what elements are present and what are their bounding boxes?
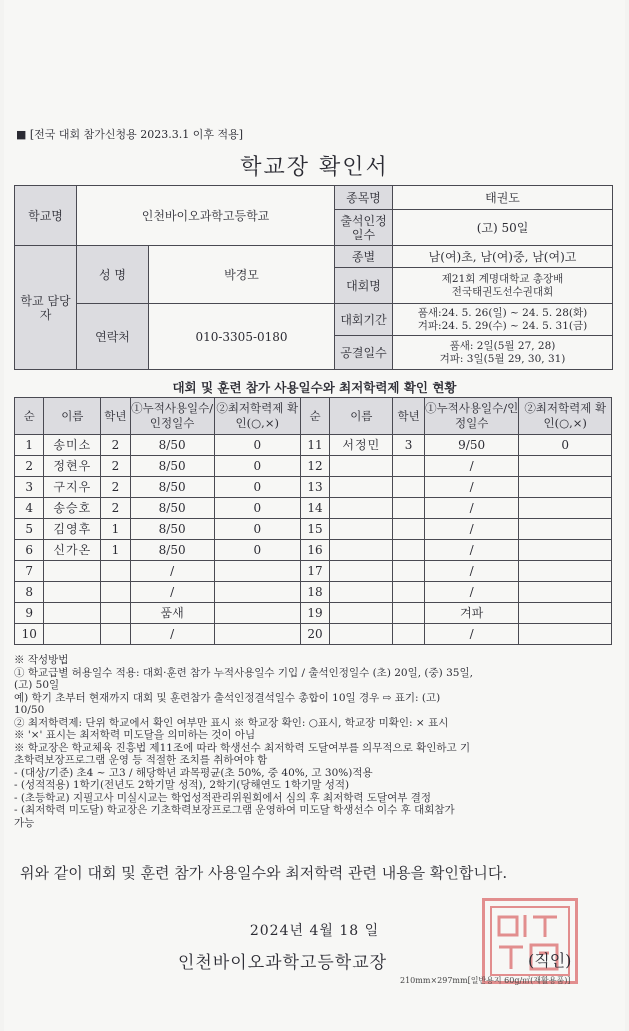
row-name <box>44 624 101 645</box>
row-grade <box>393 498 425 519</box>
row-grade <box>393 603 425 624</box>
row-name <box>330 603 393 624</box>
row-name: 신가온 <box>44 540 101 561</box>
row-name <box>44 582 101 603</box>
row-grade <box>101 624 130 645</box>
row-grade: 2 <box>101 435 130 456</box>
row-name <box>330 540 393 561</box>
row-grade: 2 <box>101 498 130 519</box>
note-line: ① 학교급별 허용일수 적용: 대회·훈련 참가 누적사용일수 기입 / 출석인정일수 (초) 20일, (중) 35일, <box>14 666 473 679</box>
table-row <box>15 582 612 603</box>
row-days: / <box>424 456 519 477</box>
row-grade <box>101 603 130 624</box>
row-check: 0 <box>214 456 300 477</box>
col-name: 이름 <box>330 398 393 435</box>
col-check: ②최저학력제 확인(○,×) <box>519 398 612 435</box>
row-no: 16 <box>300 540 329 561</box>
row-days: / <box>130 582 214 603</box>
row-name <box>330 519 393 540</box>
category-value: 남(여)초, 남(여)중, 남(여)고 <box>393 246 613 268</box>
note-line: - (대상/기준) 초4 ~ 고3 / 해당학년 과목평균(초 50%, 중 40%, 고 30%)적용 <box>14 766 373 779</box>
row-days: / <box>424 498 519 519</box>
col-grade: 학년 <box>393 398 425 435</box>
row-days: 품새 <box>130 603 214 624</box>
row-no: 10 <box>15 624 44 645</box>
row-days: 8/50 <box>130 435 214 456</box>
row-no: 19 <box>300 603 329 624</box>
row-check <box>519 540 612 561</box>
table-row <box>15 624 612 645</box>
row-no: 11 <box>300 435 329 456</box>
row-name <box>330 561 393 582</box>
tournament-value-line1: 제21회 계명대학교 총장배 <box>441 272 564 285</box>
row-no: 13 <box>300 477 329 498</box>
row-name: 김영후 <box>44 519 101 540</box>
row-check <box>519 456 612 477</box>
table-row <box>15 435 612 456</box>
row-check <box>519 603 612 624</box>
row-name: 구지우 <box>44 477 101 498</box>
row-grade: 1 <box>101 519 130 540</box>
school-name: 인천바이오과학고등학교 <box>77 186 335 246</box>
page-title: 학교장 확인서 <box>240 155 389 180</box>
row-no: 15 <box>300 519 329 540</box>
note-line: ② 최저학력제: 단위 학교에서 확인 여부만 표시 ※ 학교장 확인: ○표시, 학교장 미확인: × 표시 <box>14 716 449 729</box>
row-grade <box>393 624 425 645</box>
writing-instructions <box>14 654 614 829</box>
row-grade <box>393 582 425 603</box>
row-name <box>44 561 101 582</box>
row-check <box>519 519 612 540</box>
issue-date: 2024년 4월 18 일 <box>249 923 380 939</box>
row-grade: 2 <box>101 456 130 477</box>
row-days: 9/50 <box>424 435 519 456</box>
col-days: ①누적사용일수/인정일수 <box>130 398 214 435</box>
row-days: / <box>424 582 519 603</box>
row-days: 8/50 <box>130 456 214 477</box>
row-no: 18 <box>300 582 329 603</box>
row-no: 8 <box>15 582 44 603</box>
row-grade: 2 <box>101 477 130 498</box>
row-check <box>519 582 612 603</box>
row-check: 0 <box>214 477 300 498</box>
row-no: 3 <box>15 477 44 498</box>
row-name <box>330 456 393 477</box>
absence-value <box>393 336 613 370</box>
row-check <box>519 498 612 519</box>
table-row <box>15 477 612 498</box>
row-no: 4 <box>15 498 44 519</box>
name-value: 박경모 <box>149 246 335 304</box>
row-grade <box>393 456 425 477</box>
row-check <box>519 477 612 498</box>
period-value-line2: 겨파:24. 5. 29(수) ~ 24. 5. 31(금) <box>417 319 588 332</box>
period-value-line1: 품새:24. 5. 26(일) ~ 24. 5. 28(화) <box>417 306 588 319</box>
event-value: 태권도 <box>393 186 613 210</box>
col-grade: 학년 <box>101 398 130 435</box>
row-check: 0 <box>519 435 612 456</box>
row-days: / <box>424 519 519 540</box>
row-no: 1 <box>15 435 44 456</box>
form-tag: ■ [전국 대회 참가신청용 2023.3.1 이후 적용] <box>16 128 244 141</box>
row-name <box>44 603 101 624</box>
category-label: 종별 <box>335 246 393 268</box>
row-name <box>330 477 393 498</box>
seal-label: (직인) <box>528 951 572 970</box>
row-days: / <box>424 540 519 561</box>
phone-value: 010-3305-0180 <box>149 304 335 370</box>
note-line: - (최저학력 미도달) 학교장은 기초학력보장프로그램 운영하여 미도달 학생선수 이수 후 대회참가 <box>14 804 455 816</box>
row-name <box>330 582 393 603</box>
row-no: 6 <box>15 540 44 561</box>
tournament-label: 대회명 <box>335 268 393 304</box>
table-row <box>15 498 612 519</box>
note-line: ※ 작성방법 <box>14 654 69 666</box>
school-label: 학교명 <box>15 186 77 246</box>
period-label: 대회기간 <box>335 304 393 336</box>
row-grade <box>393 561 425 582</box>
note-line: - (초등학교) 지필고사 미실시교는 학업성적관리위원회에서 심의 후 최저학력 도달여부 결정 <box>14 791 432 804</box>
row-name: 송승호 <box>44 498 101 519</box>
absence-value-line1: 품새: 2일(5월 27, 28) <box>449 339 556 352</box>
row-no: 14 <box>300 498 329 519</box>
note-line: 예) 학기 초부터 현재까지 대회 및 훈련참가 출석인정결석일수 총합이 10일 경우 ⇨ 표기: (고) <box>14 691 441 704</box>
row-grade <box>101 582 130 603</box>
note-line: ※ 학교장은 학교체육 진흥법 제11조에 따라 학생선수 최저학력 도달여부를 의무적으로 확인하고 기 <box>14 741 471 754</box>
row-check <box>214 624 300 645</box>
row-check: 0 <box>214 519 300 540</box>
table-row <box>15 540 612 561</box>
principal-signer: 인천바이오과학고등학교장 <box>178 953 388 973</box>
confirmation-statement: 위와 같이 대회 및 훈련 참가 사용일수와 최저학력 관련 내용을 확인합니다. <box>20 864 508 882</box>
row-name: 서정민 <box>330 435 393 456</box>
row-days: 겨파 <box>424 603 519 624</box>
col-days: ①누적사용일수/인정일수 <box>424 398 519 435</box>
table-row <box>15 519 612 540</box>
note-line: (고) 50일 <box>14 679 60 691</box>
row-name: 정현우 <box>44 456 101 477</box>
absence-label: 공결일수 <box>335 336 393 370</box>
absence-value-line2: 겨파: 3일(5월 29, 30, 31) <box>439 352 566 365</box>
contact-group-label: 학교 담당자 <box>15 246 77 370</box>
row-check <box>214 561 300 582</box>
section-title: 대회 및 훈련 참가 사용일수와 최저학력제 확인 현황 <box>172 380 457 395</box>
row-days: 8/50 <box>130 540 214 561</box>
phone-label: 연락처 <box>77 304 149 370</box>
table-row <box>15 456 612 477</box>
row-days: 8/50 <box>130 477 214 498</box>
row-days: / <box>130 561 214 582</box>
tournament-value <box>393 268 613 304</box>
row-no: 9 <box>15 603 44 624</box>
row-check <box>519 561 612 582</box>
row-check: 0 <box>214 498 300 519</box>
tournament-value-line2: 전국태권도선수권대회 <box>451 285 554 298</box>
col-no: 순 <box>15 398 44 435</box>
period-value <box>393 304 613 336</box>
attend-value: (고) 50일 <box>393 210 613 246</box>
row-no: 5 <box>15 519 44 540</box>
row-check <box>214 603 300 624</box>
row-days: / <box>424 624 519 645</box>
attend-label: 출석인정일수 <box>335 210 393 246</box>
row-grade <box>393 477 425 498</box>
row-no: 20 <box>300 624 329 645</box>
event-label: 종목명 <box>335 186 393 210</box>
col-check: ②최저학력제 확인(○,×) <box>214 398 300 435</box>
note-line: - (성적적용) 1학기(전년도 2학기말 성적), 2학기(당해연도 1학기말 성적) <box>14 779 350 791</box>
paper-spec-footer: 210mm×297mm[일반용지 60g/㎡(재활용품)] <box>400 976 571 985</box>
row-check <box>214 582 300 603</box>
table-row <box>15 561 612 582</box>
row-name <box>330 624 393 645</box>
row-no: 12 <box>300 456 329 477</box>
official-seal-stamp <box>482 898 578 984</box>
col-no: 순 <box>300 398 329 435</box>
row-days: 8/50 <box>130 498 214 519</box>
note-line: ※ '×' 표시는 최저학력 미도달을 의미하는 것이 아님 <box>14 729 256 741</box>
row-days: / <box>130 624 214 645</box>
row-days: / <box>424 477 519 498</box>
row-days: 8/50 <box>130 519 214 540</box>
row-check: 0 <box>214 540 300 561</box>
row-grade <box>393 519 425 540</box>
row-no: 17 <box>300 561 329 582</box>
note-line: 10/50 <box>14 704 45 716</box>
table-row <box>15 603 612 624</box>
row-no: 7 <box>15 561 44 582</box>
row-name <box>330 498 393 519</box>
note-line: 가능 <box>14 816 35 829</box>
row-days: / <box>424 561 519 582</box>
row-no: 2 <box>15 456 44 477</box>
row-check: 0 <box>214 435 300 456</box>
info-table <box>14 185 613 370</box>
row-grade: 3 <box>393 435 425 456</box>
row-grade: 1 <box>101 540 130 561</box>
row-check <box>519 624 612 645</box>
note-line: 초학력보장프로그램 운영 등 적절한 조치를 취하여야 함 <box>14 754 268 766</box>
row-name: 송미소 <box>44 435 101 456</box>
col-name: 이름 <box>44 398 101 435</box>
name-label: 성 명 <box>77 246 149 304</box>
players-table <box>14 397 612 645</box>
row-grade <box>393 540 425 561</box>
row-grade <box>101 561 130 582</box>
